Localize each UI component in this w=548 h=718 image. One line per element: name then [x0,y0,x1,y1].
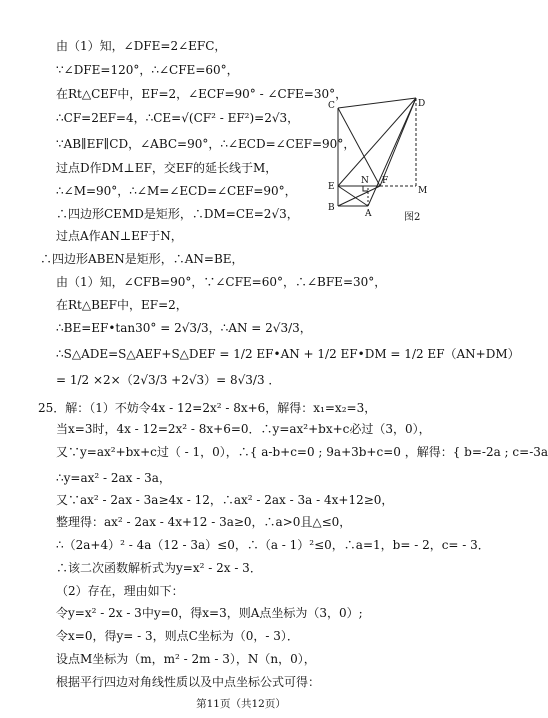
text-line: ∴（2a+4）² - 4a（12 - 3a）≤0，∴（a - 1）²≤0，∴a=1，b= - 2，c= - 3． [56,538,490,552]
right-angle-N [363,186,368,191]
label-F: F [382,176,389,186]
text-line: 由（1）知，∠DFE=2∠EFC， [56,39,227,53]
text-line: 整理得：ax² - 2ax - 4x+12 - 3a≥0，∴a>0且△≤0， [56,515,352,529]
text-line: ∴∠M=90°，∴∠M=∠ECD=∠CEF=90°， [56,184,297,198]
text-line: ∴BE=EF•tan30° = 2√3/3，∴AN = 2√3/3， [56,321,312,335]
text-line: ∴四边形ABEN是矩形，∴AN=BE， [40,252,244,266]
segment-DE [338,98,416,186]
text-line: 又∵y=ax²+bx+c过（ - 1，0），∴{ a-b+c=0 ; 9a+3b+c=0 ，解得：{ b=-2a ; c=-3a [56,445,548,459]
label-M: M [418,186,428,196]
text-line: 根据平行四边对角线性质以及中点坐标公式可得： [56,675,321,689]
segment-CD [338,98,416,108]
text-line: 过点A作AN⊥EF于N， [56,229,183,243]
text-line: 在Rt△BEF中，EF=2， [56,298,188,312]
text-line: 设点M坐标为（m，m² - 2m - 3），N（n，0）， [56,652,316,666]
text-line: 令x=0，得y= - 3，则点C坐标为（0，- 3）． [56,629,299,643]
text-line: = 1/2 ×2×（2√3/3 +2√3）= 8√3/3 ． [56,373,281,387]
text-line: ∴S△ADE=S△AEF+S△DEF = 1/2 EF•AN + 1/2 EF•DM = 1/2 EF（AN+DM） [56,347,520,361]
figure-caption: 图2 [404,212,421,223]
label-E: E [328,182,335,192]
label-C: C [328,101,335,111]
text-line: ∵∠DFE=120°，∴∠CFE=60°， [56,63,239,77]
text-line: ∴四边形CEMD是矩形，∴DM=CE=2√3， [56,207,299,221]
segment-AD [368,98,416,206]
text-line: ∴y=ax² - 2ax - 3a， [56,471,171,485]
text-line: ∵AB∥EF∥CD，∠ABC=90°，∴∠ECD=∠CEF=90°， [56,137,356,151]
text-line: 当x=3时，4x - 12=2x² - 8x+6=0．∴y=ax²+bx+c必过（3，0）， [56,422,431,436]
segment-BF [338,186,380,206]
label-B: B [328,203,335,213]
label-D: D [418,99,426,109]
text-line: 过点D作DM⊥EF，交EF的延长线于M， [56,161,278,175]
geometry-figure-2 [318,96,442,226]
text-line: ∴该二次函数解析式为y=x² - 2x - 3． [56,561,262,575]
text-line: ∴CF=2EF=4，∴CE=√(CF² - EF²)=2√3， [56,111,300,125]
label-A: A [365,209,372,219]
page-footer: 第11页（共12页） [196,698,286,710]
text-line: 在Rt△CEF中，EF=2，∠ECF=90° - ∠CFE=30°， [56,87,348,101]
text-line: 又∵ax² - 2ax - 3a≥4x - 12，∴ax² - 2ax - 3a - 4x+12≥0， [56,493,394,507]
segment-CF [338,108,380,186]
text-line: 由（1）知，∠CFB=90°，∵∠CFE=60°，∴∠BFE=30°， [56,275,387,289]
text-line: （2）存在，理由如下： [56,584,184,598]
text-line: 令y=x² - 2x - 3中y=0，得x=3，则A点坐标为（3，0）; [56,606,363,620]
label-N: N [361,176,369,186]
text-line: 25．解：（1）不妨令4x - 12=2x² - 8x+6，解得：x₁=x₂=3， [38,401,377,415]
